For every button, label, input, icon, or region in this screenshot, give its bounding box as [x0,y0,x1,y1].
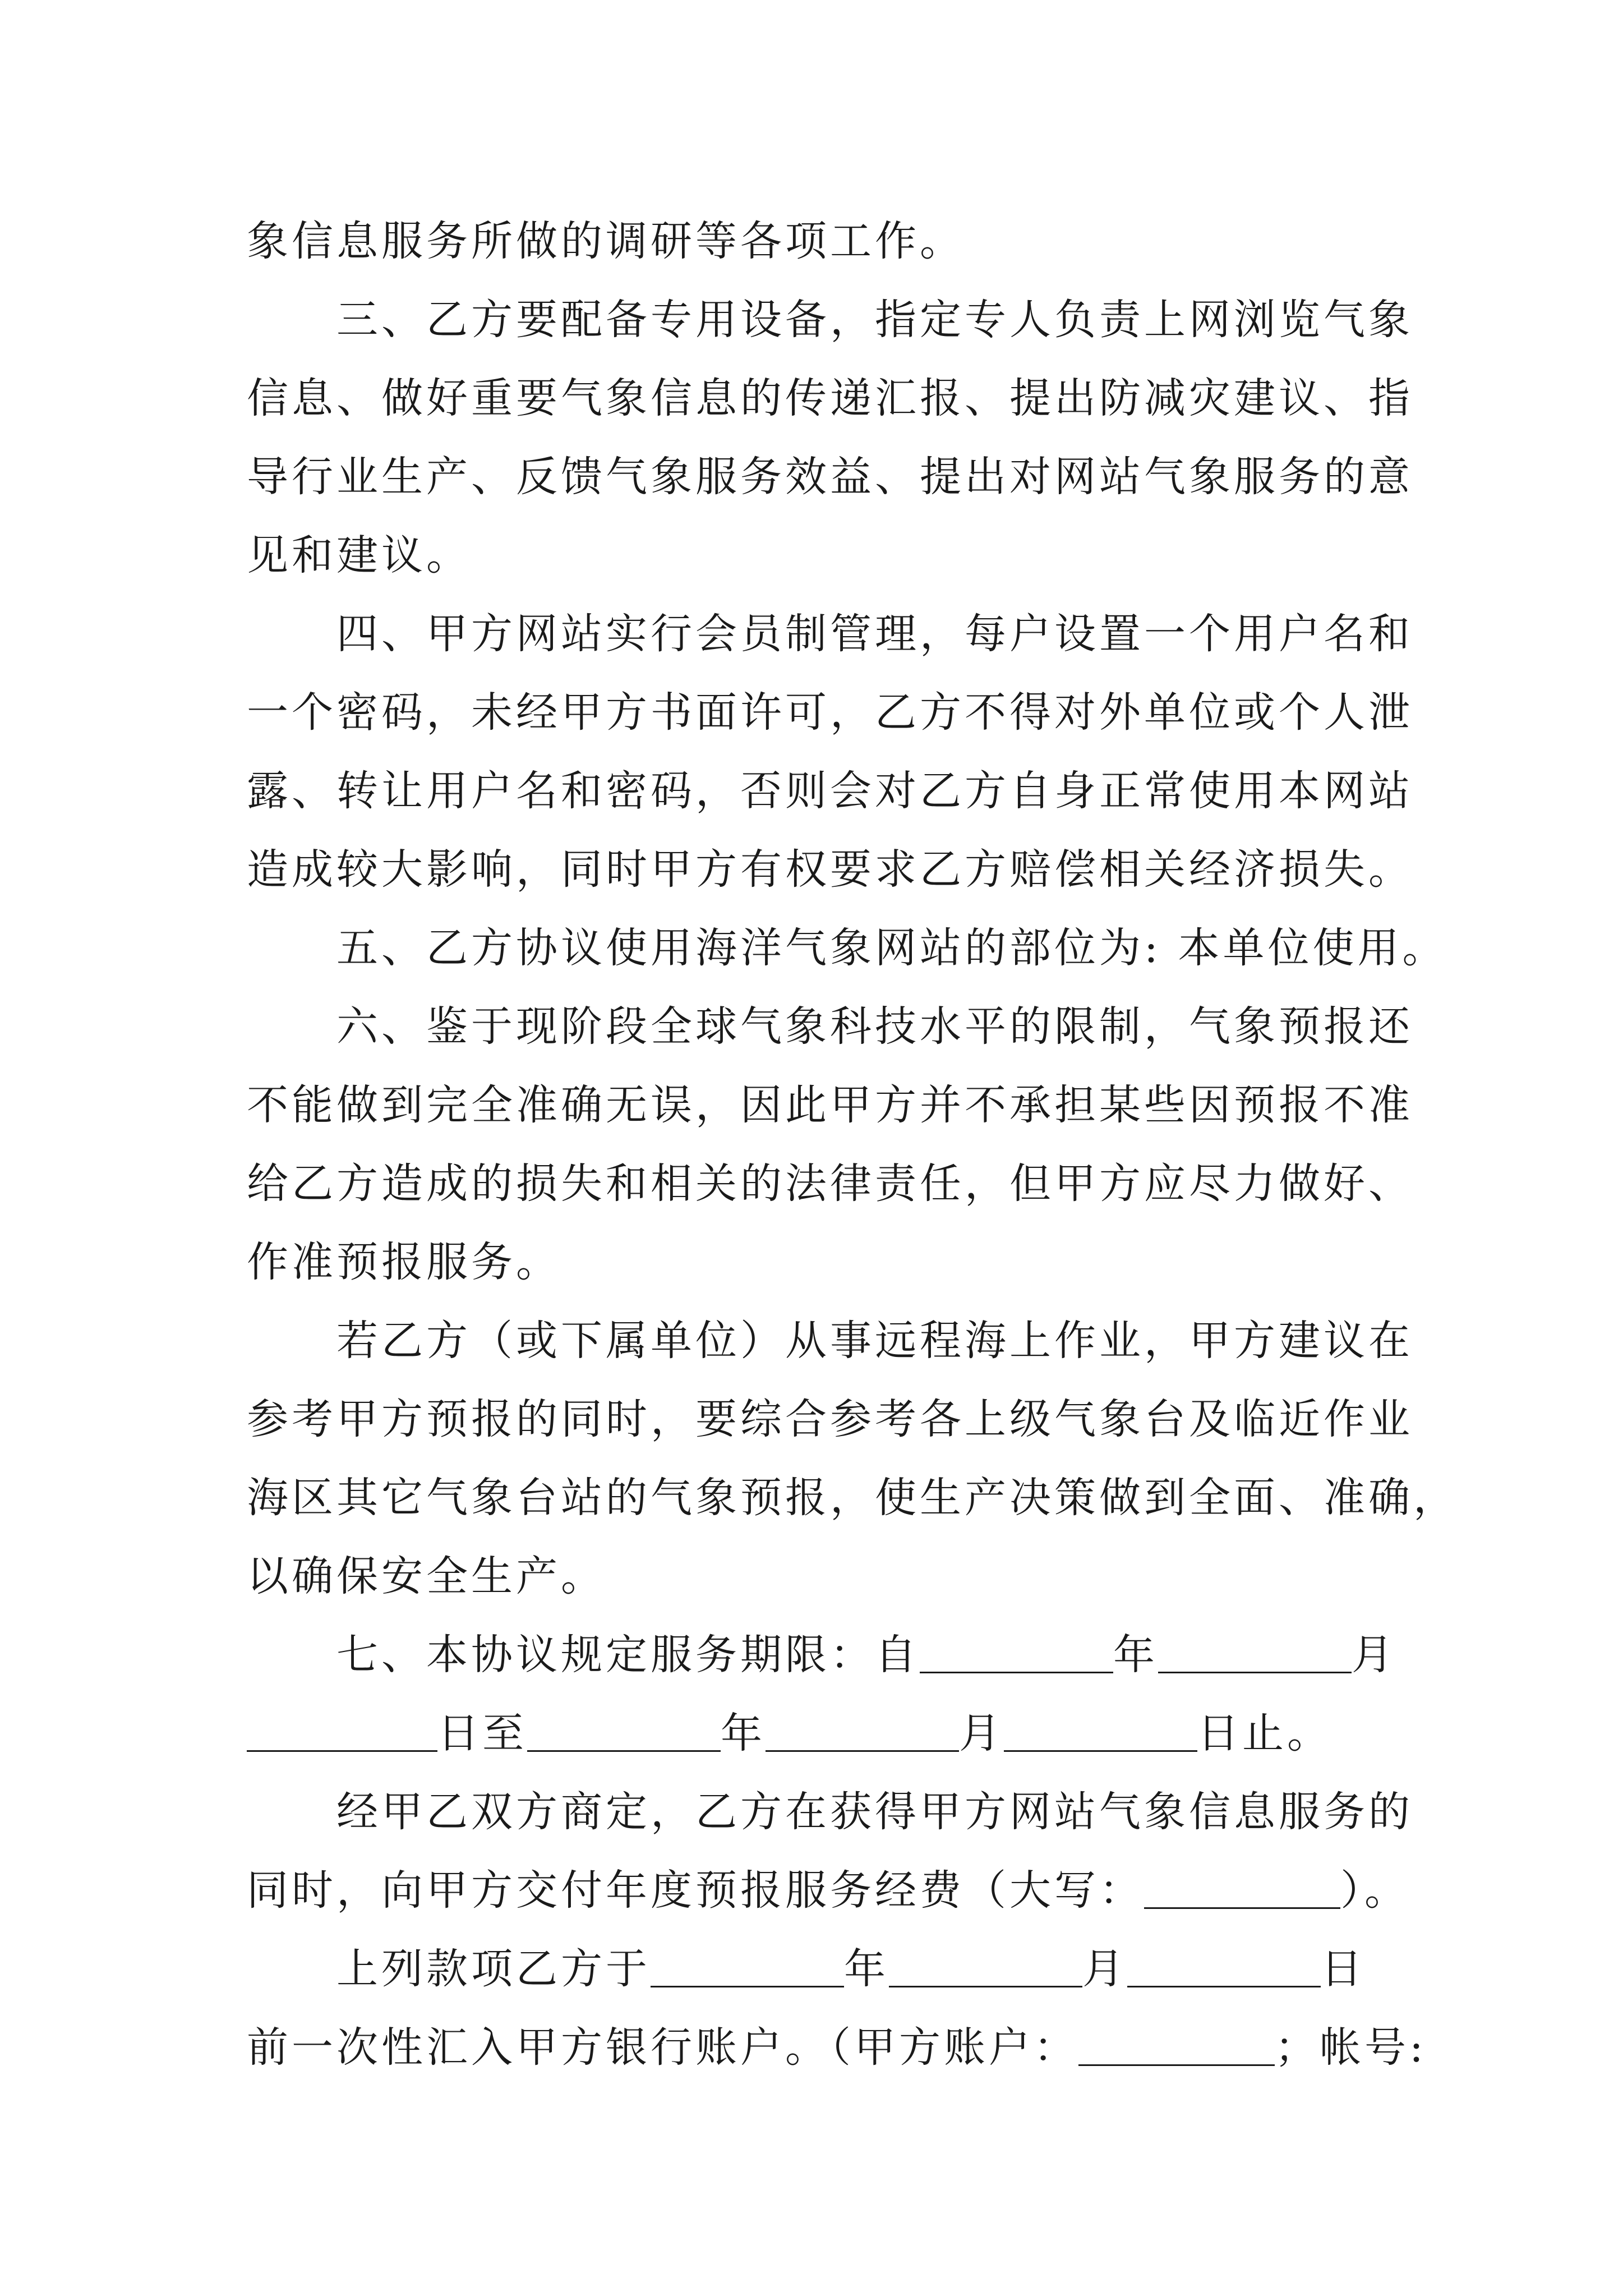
blank-field[interactable] [247,1709,437,1752]
blank-field[interactable] [1158,1630,1352,1673]
text-line: 以确保安全生产。 [247,1552,606,1600]
blank-field[interactable] [1078,2023,1275,2066]
blank-field[interactable] [766,1709,959,1752]
text-line: 五、乙方协议使用海洋气象网站的部位为: 本单位使用。 [336,924,1447,972]
text-line: 参考甲方预报的同时，要综合参考各上级气象台及临近作业 [247,1395,1413,1443]
text-fragment: 月 [1082,1945,1127,1993]
service-period-line [247,1694,1391,1773]
text-fragment: 年 [721,1709,766,1757]
text-line: 海区其它气象台站的气象预报，使生产决策做到全面、准确， [247,1474,1458,1522]
service-period-line [336,1616,1396,1694]
text-fragment: ；帐号: [1275,2023,1427,2072]
text-fragment: 日至 [437,1709,527,1757]
text-line: 造成较大影响，同时甲方有权要求乙方赔偿相关经济损失。 [247,845,1413,894]
text-line: 一个密码，未经甲方书面许可，乙方不得对外单位或个人泄 [247,688,1413,737]
text-fragment: 年 [1113,1631,1158,1679]
text-line: 六、鉴于现阶段全球气象科技水平的限制，气象预报还 [336,1002,1413,1051]
text-line: 见和建议。 [247,531,471,579]
blank-field[interactable] [1144,1866,1340,1909]
text-line: 若乙方（或下属单位）从事远程海上作业，甲方建议在 [336,1317,1413,1365]
text-fragment: 同时，向甲方交付年度预报服务经费（大写： [247,1866,1144,1915]
fee-line [247,1851,1409,1930]
blank-field[interactable] [1127,1944,1321,1987]
text-fragment: 年 [844,1945,889,1993]
text-fragment: 上列款项乙方于 [336,1945,651,1993]
blank-field[interactable] [920,1630,1113,1673]
text-fragment: 七、本协议规定服务期限：自 [336,1631,920,1679]
text-fragment: 月 [959,1709,1004,1757]
text-fragment: 前一次性汇入甲方银行账户。（甲方账户： [247,2023,1078,2072]
text-line: 露、转让用户名和密码，否则会对乙方自身正常使用本网站 [247,767,1413,815]
payment-line [336,1930,1391,2008]
text-line: 四、甲方网站实行会员制管理，每户设置一个用户名和 [336,610,1413,658]
text-line: 象信息服务所做的调研等各项工作。 [247,217,965,265]
text-fragment: ）。 [1340,1866,1409,1915]
text-line: 不能做到完全准确无误，因此甲方并不承担某些因预报不准 [247,1081,1413,1129]
text-line: 作准预报服务。 [247,1238,561,1286]
payment-line [247,2008,1427,2087]
blank-field[interactable] [651,1944,844,1987]
text-line: 给乙方造成的损失和相关的法律责任，但甲方应尽力做好、 [247,1159,1413,1208]
text-fragment: 日 [1321,1945,1366,1993]
blank-field[interactable] [1004,1709,1197,1752]
blank-field[interactable] [527,1709,721,1752]
blank-field[interactable] [889,1944,1082,1987]
text-line: 经甲乙双方商定，乙方在获得甲方网站气象信息服务的 [336,1788,1413,1836]
text-line: 导行业生产、反馈气象服务效益、提出对网站气象服务的意 [247,453,1413,501]
text-line: 三、乙方要配备专用设备，指定专人负责上网浏览气象 [336,296,1413,344]
text-line: 信息、做好重要气象信息的传递汇报、提出防减灾建议、指 [247,374,1413,422]
text-fragment: 日止。 [1197,1709,1332,1757]
text-fragment: 月 [1352,1631,1396,1679]
